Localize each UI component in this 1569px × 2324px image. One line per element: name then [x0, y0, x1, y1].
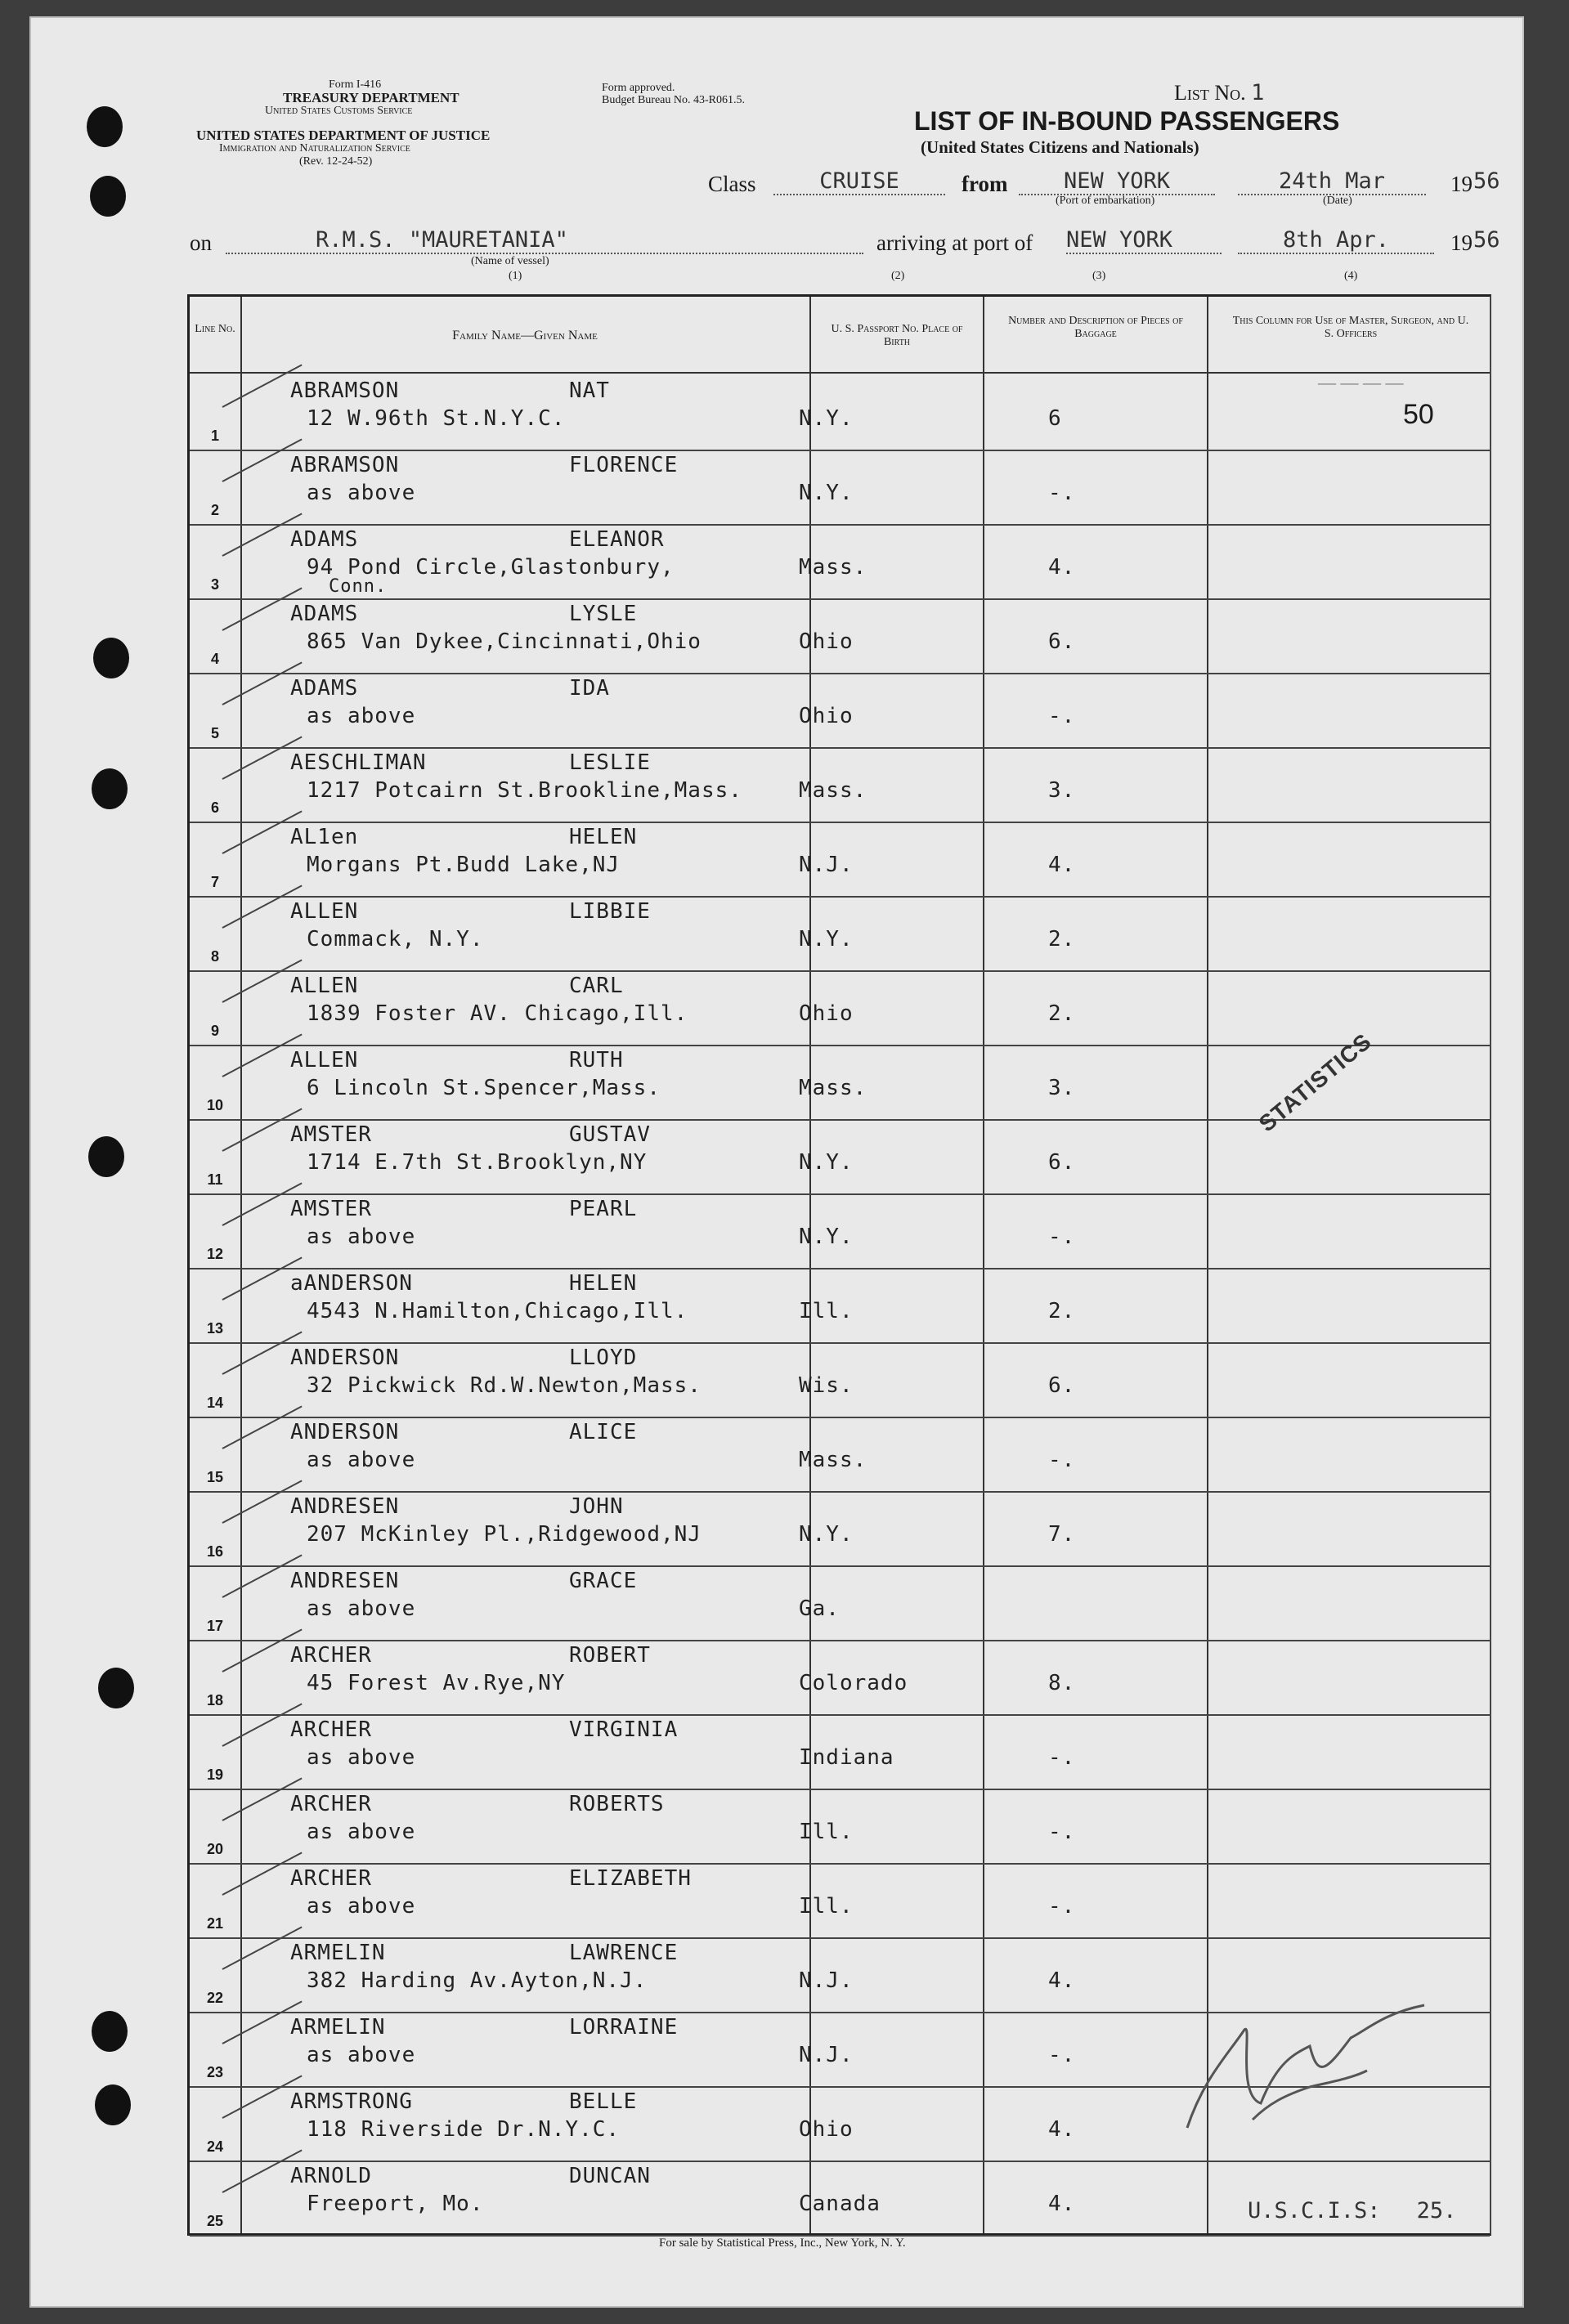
family-name: ALLEN — [290, 974, 359, 998]
baggage-count: 4. — [1048, 853, 1076, 877]
address: as above — [307, 1745, 416, 1770]
place-of-birth: Ill. — [799, 1820, 854, 1844]
passenger-row — [190, 1192, 1490, 1269]
place-of-birth: N.J. — [799, 853, 854, 877]
baggage-count: 2. — [1048, 927, 1076, 952]
address: 45 Forest Av.Rye,NY — [307, 1671, 566, 1695]
embarkation-year: 56 — [1473, 168, 1500, 194]
given-name: ELEANOR — [569, 527, 665, 552]
given-name: LIBBIE — [569, 899, 651, 924]
binder-hole — [98, 1668, 134, 1708]
address: 118 Riverside Dr.N.Y.C. — [307, 2117, 621, 2142]
year-prefix: 19 — [1450, 172, 1473, 196]
port-of-embarkation: NEW YORK — [1019, 168, 1215, 195]
caption-2: (2) — [891, 270, 905, 282]
given-name: ROBERTS — [569, 1792, 665, 1816]
passenger-row — [190, 1787, 1490, 1865]
given-name: DUNCAN — [569, 2164, 651, 2188]
address: Morgans Pt.Budd Lake,NJ — [307, 853, 621, 877]
place-of-birth: N.Y. — [799, 1225, 854, 1249]
given-name: GUSTAV — [569, 1122, 651, 1147]
footer-imprint: For sale by Statistical Press, Inc., New York, N. Y. — [659, 2237, 906, 2250]
place-of-birth: N.J. — [799, 2043, 854, 2067]
form-subtitle: (United States Citizens and Nationals) — [921, 137, 1199, 157]
address: as above — [307, 2043, 416, 2067]
place-of-birth: Colorado — [799, 1671, 908, 1695]
vessel-caption: (Name of vessel) — [471, 255, 549, 267]
address: Commack, N.Y. — [307, 927, 484, 952]
passenger-row — [190, 1117, 1490, 1195]
line-number: 6 — [210, 799, 219, 816]
place-of-birth: N.Y. — [799, 406, 854, 431]
passenger-row — [190, 1638, 1490, 1716]
column-header-passport: U. S. Passport No. Place of Birth — [831, 323, 963, 348]
family-name: AMSTER — [290, 1197, 372, 1221]
family-name: ARMSTRONG — [290, 2089, 413, 2114]
baggage-count: 2. — [1048, 1001, 1076, 1026]
place-of-birth: Mass. — [799, 1076, 867, 1100]
baggage-count: 2. — [1048, 1299, 1076, 1323]
given-name: LLOYD — [569, 1346, 638, 1370]
address: 94 Pond Circle,Glastonbury, — [307, 555, 675, 580]
line-number: 16 — [206, 1543, 224, 1560]
on-label: on — [190, 231, 212, 255]
binder-hole — [87, 106, 123, 147]
address-continuation: Conn. — [329, 576, 388, 597]
baggage-count: -. — [1048, 2043, 1076, 2067]
address: 207 McKinley Pl.,Ridgewood,NJ — [307, 1522, 702, 1547]
given-name: ROBERT — [569, 1643, 651, 1668]
uscis-value: 25. — [1416, 2198, 1457, 2223]
place-of-birth: N.Y. — [799, 927, 854, 952]
place-of-birth: Mass. — [799, 778, 867, 803]
arriving-label: arriving at port of — [876, 231, 1033, 255]
passenger-row — [190, 820, 1490, 898]
passenger-row — [190, 597, 1490, 674]
binder-hole — [92, 768, 128, 809]
column-header-name: Family Name—Given Name — [452, 329, 598, 343]
place-of-birth: Ohio — [799, 704, 854, 728]
line-number: 17 — [206, 1617, 224, 1634]
baggage-count: 6. — [1048, 1150, 1076, 1175]
address: as above — [307, 1820, 416, 1844]
revision-date: (Rev. 12-24-52) — [299, 155, 373, 168]
baggage-count: 3. — [1048, 1076, 1076, 1100]
given-name: GRACE — [569, 1569, 638, 1593]
class-value: CRUISE — [773, 168, 945, 195]
place-of-birth: Mass. — [799, 1448, 867, 1472]
line-number: 23 — [206, 2063, 224, 2080]
address: 1217 Potcairn St.Brookline,Mass. — [307, 778, 742, 803]
list-number-label: List No. 1 — [1174, 80, 1265, 105]
place-of-birth: Ohio — [799, 2117, 854, 2142]
address: 865 Van Dykee,Cincinnati,Ohio — [307, 629, 702, 654]
baggage-count: 4. — [1048, 555, 1076, 580]
given-name: IDA — [569, 676, 610, 701]
address: Freeport, Mo. — [307, 2192, 484, 2216]
family-name: ARCHER — [290, 1643, 372, 1668]
baggage-count: -. — [1048, 1225, 1076, 1249]
passenger-row — [190, 671, 1490, 749]
date-caption: (Date) — [1323, 195, 1352, 207]
passenger-row — [190, 1713, 1490, 1790]
address: as above — [307, 481, 416, 505]
baggage-count: 4. — [1048, 2192, 1076, 2216]
passenger-row — [190, 1489, 1490, 1567]
line-number: 13 — [206, 1319, 224, 1337]
treasury-department: TREASURY DEPARTMENT — [283, 90, 459, 105]
baggage-count: 8. — [1048, 1671, 1076, 1695]
family-name: ALLEN — [290, 899, 359, 924]
address: 32 Pickwick Rd.W.Newton,Mass. — [307, 1373, 702, 1398]
address: 1839 Foster AV. Chicago,Ill. — [307, 1001, 688, 1026]
passenger-row — [190, 374, 1490, 451]
count-annotation: 50 — [1403, 399, 1434, 430]
arrival-port: NEW YORK — [1066, 227, 1222, 254]
place-of-birth: Indiana — [799, 1745, 894, 1770]
pencil-marks: — — — — — [1318, 372, 1404, 392]
given-name: PEARL — [569, 1197, 638, 1221]
family-name: AMSTER — [290, 1122, 372, 1147]
line-number: 8 — [210, 947, 219, 965]
binder-hole — [90, 176, 126, 217]
place-of-birth: N.Y. — [799, 1150, 854, 1175]
baggage-count: 7. — [1048, 1522, 1076, 1547]
baggage-count: 6. — [1048, 629, 1076, 654]
form-title: LIST OF IN-BOUND PASSENGERS — [914, 106, 1340, 136]
line-number: 19 — [206, 1766, 224, 1783]
address: 4543 N.Hamilton,Chicago,Ill. — [307, 1299, 688, 1323]
embarkation-date: 24th Mar — [1238, 168, 1426, 195]
family-name: ARNOLD — [290, 2164, 372, 2188]
line-number: 5 — [210, 724, 219, 741]
passenger-row — [190, 448, 1490, 526]
binder-hole — [93, 638, 129, 678]
given-name: FLORENCE — [569, 453, 679, 477]
passenger-row — [190, 1861, 1490, 1939]
given-name: BELLE — [569, 2089, 638, 2114]
statistics-stamp: STATISTICS — [1253, 1028, 1377, 1137]
place-of-birth: Ohio — [799, 1001, 854, 1026]
baggage-count: -. — [1048, 1448, 1076, 1472]
line-number: 12 — [206, 1245, 224, 1262]
baggage-count: 6. — [1048, 1373, 1076, 1398]
given-name: ELIZABETH — [569, 1866, 692, 1891]
year-prefix: 19 — [1450, 231, 1473, 255]
given-name: LORRAINE — [569, 2015, 679, 2040]
column-header-line-no: Line No. — [195, 323, 235, 335]
address: as above — [307, 1225, 416, 1249]
given-name: VIRGINIA — [569, 1717, 679, 1742]
given-name: HELEN — [569, 1271, 638, 1296]
given-name: LYSLE — [569, 602, 638, 626]
baggage-count: 3. — [1048, 778, 1076, 803]
form-number: Form I-416 — [329, 78, 382, 91]
line-number: 2 — [210, 501, 219, 518]
address: as above — [307, 1596, 416, 1621]
family-name: ADAMS — [290, 527, 359, 552]
uscis-label: U.S.C.I.S: — [1248, 2198, 1381, 2223]
family-name: ANDRESEN — [290, 1569, 400, 1593]
family-name: AESCHLIMAN — [290, 750, 427, 775]
baggage-count: 4. — [1048, 1968, 1076, 1993]
passenger-table — [187, 294, 1491, 2236]
passenger-row — [190, 1341, 1490, 1418]
line-number: 22 — [206, 1989, 224, 2006]
baggage-count: 4. — [1048, 2117, 1076, 2142]
line-number: 10 — [206, 1096, 224, 1113]
baggage-count: -. — [1048, 1745, 1076, 1770]
line-number: 15 — [206, 1468, 224, 1485]
family-name: ARCHER — [290, 1792, 372, 1816]
family-name: ADAMS — [290, 602, 359, 626]
address: 1714 E.7th St.Brooklyn,NY — [307, 1150, 648, 1175]
given-name: RUTH — [569, 1048, 624, 1072]
line-number: 4 — [210, 650, 219, 667]
family-name: ABRAMSON — [290, 378, 400, 403]
address: 382 Harding Av.Ayton,N.J. — [307, 1968, 648, 1993]
ins-service: Immigration and Naturalization Service — [219, 142, 410, 154]
family-name: ANDERSON — [290, 1346, 400, 1370]
family-name: ADAMS — [290, 676, 359, 701]
passenger-row — [190, 522, 1490, 600]
place-of-birth: N.Y. — [799, 1522, 854, 1547]
given-name: HELEN — [569, 825, 638, 849]
line-number: 18 — [206, 1691, 224, 1708]
caption-1: (1) — [509, 270, 522, 282]
line-number: 20 — [206, 1840, 224, 1857]
passenger-row — [190, 1564, 1490, 1641]
place-of-birth: Ill. — [799, 1894, 854, 1919]
binder-hole — [95, 2084, 131, 2125]
passenger-row — [190, 746, 1490, 823]
line-number: 9 — [210, 1022, 219, 1039]
place-of-birth: Canada — [799, 2192, 881, 2216]
line-number: 3 — [210, 575, 219, 593]
line-number: 1 — [210, 427, 219, 444]
address: 12 W.96th St.N.Y.C. — [307, 406, 566, 431]
passenger-row — [190, 894, 1490, 972]
list-number: 1 — [1251, 80, 1265, 105]
line-number: 7 — [210, 873, 219, 890]
form-approved: Form approved. — [602, 82, 675, 94]
arrival-date: 8th Apr. — [1238, 227, 1434, 254]
address: as above — [307, 704, 416, 728]
column-header-baggage: Number and Description of Pieces of Baggage — [1008, 315, 1183, 340]
line-number: 25 — [206, 2212, 224, 2229]
line-number: 11 — [207, 1171, 223, 1188]
given-name: LAWRENCE — [569, 1941, 679, 1965]
given-name: NAT — [569, 378, 610, 403]
baggage-count: -. — [1048, 481, 1076, 505]
binder-hole — [92, 2011, 128, 2052]
customs-service: United States Customs Service — [265, 105, 413, 117]
class-label: Class — [708, 172, 756, 196]
place-of-birth: Ill. — [799, 1299, 854, 1323]
passenger-row — [190, 1266, 1490, 1344]
from-label: from — [962, 172, 1008, 196]
given-name: ALICE — [569, 1420, 638, 1444]
family-name: AL1en — [290, 825, 359, 849]
place-of-birth: Ga. — [799, 1596, 840, 1621]
address: as above — [307, 1894, 416, 1919]
family-name: ABRAMSON — [290, 453, 400, 477]
place-of-birth: Mass. — [799, 555, 867, 580]
place-of-birth: N.J. — [799, 1968, 854, 1993]
binder-hole — [88, 1136, 124, 1177]
family-name: ANDERSON — [290, 1420, 400, 1444]
place-of-birth: Wis. — [799, 1373, 854, 1398]
caption-4: (4) — [1344, 270, 1358, 282]
passenger-row — [190, 1415, 1490, 1493]
line-number: 24 — [206, 2138, 224, 2155]
baggage-count: 6 — [1048, 406, 1062, 431]
family-name: ARCHER — [290, 1866, 372, 1891]
place-of-birth: Ohio — [799, 629, 854, 654]
uscis-count — [1248, 2198, 1456, 2223]
passenger-row — [190, 969, 1490, 1046]
family-name: ANDRESEN — [290, 1494, 400, 1519]
vessel-name: R.M.S. "MAURETANIA" — [226, 227, 863, 254]
given-name: CARL — [569, 974, 624, 998]
manifest-page — [29, 16, 1524, 2308]
caption-3: (3) — [1092, 270, 1106, 282]
budget-bureau: Budget Bureau No. 43-R061.5. — [602, 94, 745, 106]
family-name: aANDERSON — [290, 1271, 413, 1296]
passenger-rows — [190, 374, 1490, 2233]
baggage-count: -. — [1048, 1894, 1076, 1919]
place-of-birth: N.Y. — [799, 481, 854, 505]
family-name: ARCHER — [290, 1717, 372, 1742]
arrival-year: 56 — [1473, 227, 1500, 253]
port-of-embarkation-caption: (Port of embarkation) — [1056, 195, 1155, 207]
signature — [1154, 1981, 1482, 2144]
baggage-count: -. — [1048, 1820, 1076, 1844]
family-name: ARMELIN — [290, 1941, 386, 1965]
family-name: ALLEN — [290, 1048, 359, 1072]
baggage-count: -. — [1048, 704, 1076, 728]
given-name: JOHN — [569, 1494, 624, 1519]
line-number: 21 — [206, 1914, 224, 1932]
line-number: 14 — [206, 1394, 224, 1411]
address: as above — [307, 1448, 416, 1472]
column-header-officers: This Column for Use of Master, Surgeon, and U. S. Officers — [1232, 315, 1469, 340]
department-of-justice: UNITED STATES DEPARTMENT OF JUSTICE — [196, 128, 491, 143]
given-name: LESLIE — [569, 750, 651, 775]
address: 6 Lincoln St.Spencer,Mass. — [307, 1076, 661, 1100]
family-name: ARMELIN — [290, 2015, 386, 2040]
